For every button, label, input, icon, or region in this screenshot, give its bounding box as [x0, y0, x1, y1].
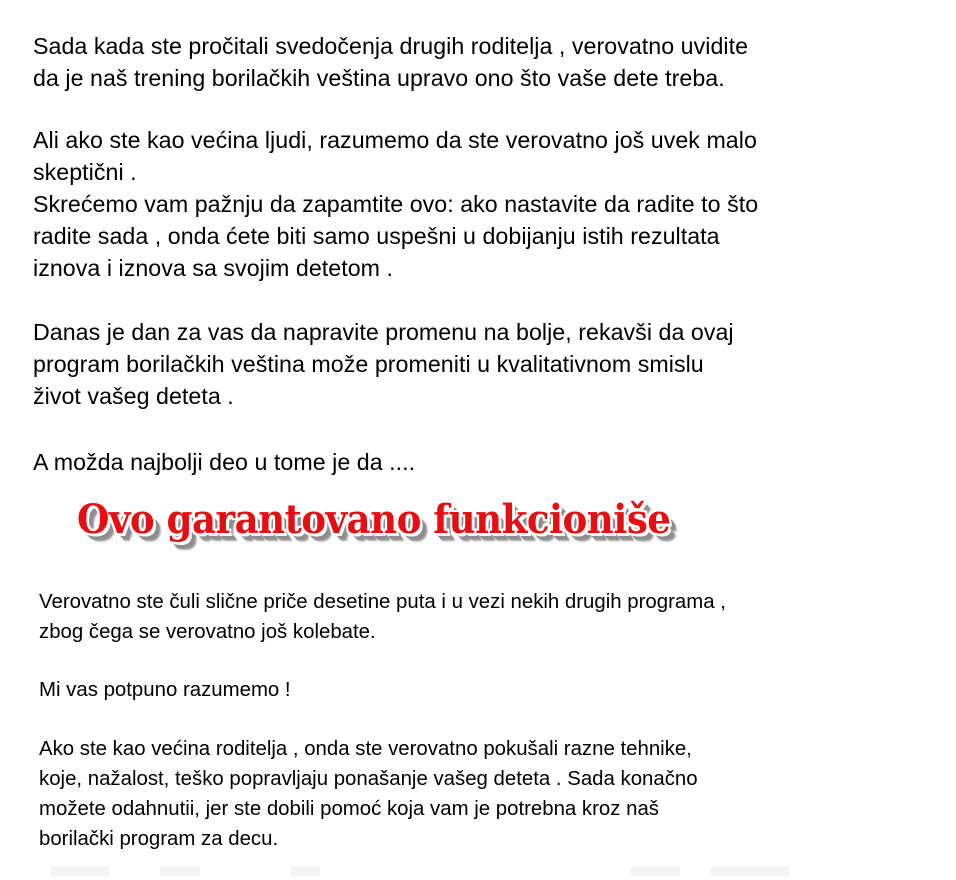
text-line: zbog čega se verovatno još kolebate. [39, 621, 376, 643]
text-line: iznova i iznova sa svojim detetom . [33, 255, 394, 281]
text-line: Ali ako ste kao većina ljudi, razumemo da ste verovatno još uvek malo [33, 127, 757, 153]
text-line: život vašeg deteta . [33, 383, 234, 409]
text-line: Sada kada ste pročitali svedočenja drugih roditelja , verovatno uvidite [33, 33, 749, 59]
faint-artifact [710, 866, 790, 876]
intro-paragraph-1 [33, 30, 956, 94]
faint-artifact [630, 866, 680, 876]
text-line: radite sada , onda ćete biti samo uspešni u dobijanju istih rezultata [33, 223, 720, 249]
body-paragraph-1 [39, 587, 956, 647]
text-line: skeptični . [33, 159, 137, 185]
body-paragraph-2 [39, 675, 956, 705]
text-line: Skrećemo vam pažnju da zapamtite ovo: ako nastavite da radite to što [33, 191, 759, 217]
text-line: koje, nažalost, teško popravljaju ponašanje vašeg deteta . Sada konačno [39, 768, 698, 790]
intro-paragraph-2 [33, 124, 956, 284]
faint-artifact [160, 866, 200, 876]
cut-off-content [30, 866, 930, 880]
text-line: da je naš trening borilačkih veština upravo ono što vaše dete treba. [33, 65, 725, 91]
intro-paragraph-4 [33, 446, 956, 478]
intro-paragraph-3 [33, 316, 956, 412]
text-line: Danas je dan za vas da napravite promenu na bolje, rekavši da ovaj [33, 319, 734, 345]
headline-banner [0, 492, 956, 558]
text-line: borilački program za decu. [39, 828, 279, 850]
faint-artifact [50, 866, 110, 876]
faint-artifact [290, 866, 320, 876]
text-line: A možda najbolji deo u tome je da .... [33, 449, 416, 475]
text-line: Verovatno ste čuli slične priče desetine puta i u vezi nekih drugih programa , [39, 591, 726, 613]
headline-text: Ovo garantovano funkcioniše [77, 496, 671, 543]
text-line: Mi vas potpuno razumemo ! [39, 679, 291, 701]
text-line: možete odahnutii, jer ste dobili pomoć koja vam je potrebna kroz naš [39, 798, 659, 820]
body-paragraph-3 [39, 734, 956, 854]
text-line: program borilačkih veština može promeniti u kvalitativnom smislu [33, 351, 704, 377]
text-line: Ako ste kao većina roditelja , onda ste verovatno pokušali razne tehnike, [39, 738, 692, 760]
